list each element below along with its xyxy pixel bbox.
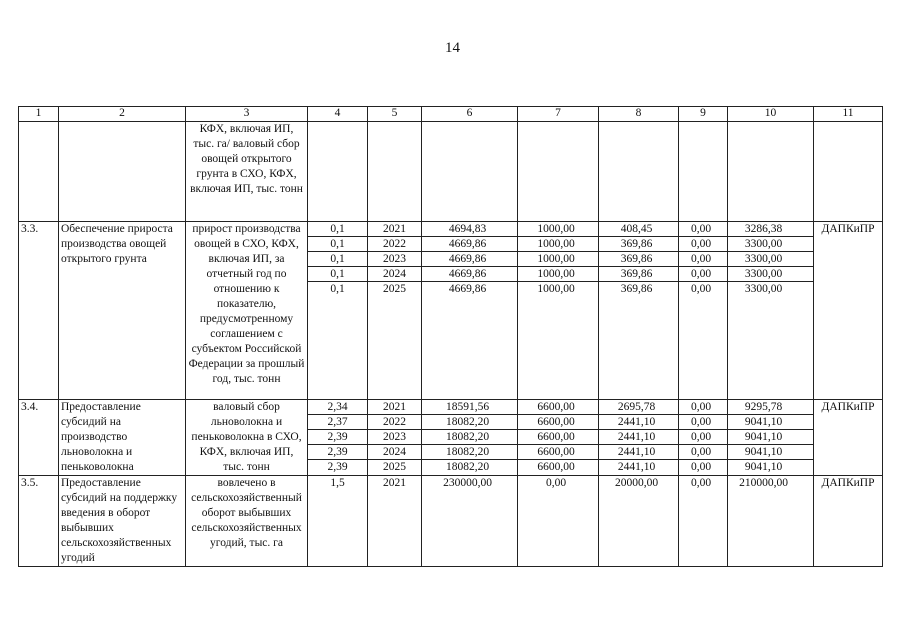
total-cell: 18591,56 [422,400,517,415]
other-cell: 3300,00 [728,237,813,252]
federal-cell: 6600,00 [518,445,598,460]
federal-column [518,400,599,476]
value-cell: 2,39 [308,430,367,445]
total-cell: 4669,86 [422,267,517,282]
regional-column [599,400,679,476]
total-cell: 4669,86 [422,252,517,267]
value-cell: 2,39 [308,445,367,460]
regional-column [599,476,679,567]
regional-cell: 20000,00 [614,477,659,489]
federal-column [518,476,599,567]
year-column [368,476,422,567]
col-header: 1 [19,107,59,122]
year-cell: 2023 [368,252,421,267]
total-cell: 230000,00 [443,477,492,489]
year-cell: 2022 [368,415,421,430]
local-cell: 0,00 [679,430,727,445]
local-cell: 0,00 [679,415,727,430]
col-header: 2 [59,107,186,122]
federal-cell: 6600,00 [537,461,575,473]
regional-cell: 408,45 [599,222,678,237]
other-cell: 9041,10 [728,415,813,430]
indicator-cell: КФХ, включая ИП, тыс. га/ валовый сбор овощей открытого грунта в СХО, КФХ, включая ИП, тыс. тонн [186,122,308,222]
value-column [308,400,368,476]
value-cell: 1,5 [330,477,345,489]
value-cell: 0,1 [330,283,345,295]
local-cell: 0,00 [679,222,727,237]
other-column [728,222,814,400]
local-column [679,400,728,476]
year-cell: 2025 [383,461,406,473]
federal-cell: 0,00 [545,477,567,489]
local-column [679,222,728,400]
year-column [368,222,422,400]
value-column [308,222,368,400]
regional-cell: 2441,10 [599,445,678,460]
measure-name: Предоставление субсидий на производство льноволокна и пеньковолокна [59,400,186,476]
value-cell: 0,1 [308,252,367,267]
measure-row [19,400,883,476]
year-cell: 2025 [383,283,406,295]
federal-cell: 1000,00 [518,222,598,237]
col-header: 8 [599,107,679,122]
local-cell: 0,00 [690,477,712,489]
year-column [368,400,422,476]
value-cell: 2,34 [308,400,367,415]
year-cell: 2021 [368,400,421,415]
federal-column [518,222,599,400]
total-cell: 18082,20 [422,430,517,445]
regional-cell: 2441,10 [617,461,656,473]
agency-cell: ДАПКиПР [814,400,883,476]
indicator-cell: прирост производства овощей в СХО, КФХ, включая ИП, за отчетный год по отношению к показателю, предусмотренному соглашением с субъектом Российской Федерации за прошлый год, тыс. тонн [186,222,308,400]
total-cell: 4694,83 [422,222,517,237]
other-cell: 210000,00 [739,477,788,489]
col-header: 11 [814,107,883,122]
page-number: 14 [445,40,460,56]
other-cell: 9041,10 [728,445,813,460]
local-cell: 0,00 [679,252,727,267]
col-header: 7 [518,107,599,122]
local-cell: 0,00 [679,237,727,252]
other-column [728,400,814,476]
local-cell: 0,00 [679,267,727,282]
federal-cell: 1000,00 [518,237,598,252]
agency-cell: ДАПКиПР [814,476,883,567]
total-cell: 18082,20 [422,415,517,430]
measure-number: 3.3. [19,222,59,400]
measure-number: 3.5. [19,476,59,567]
program-table [18,106,883,567]
total-cell: 18082,20 [422,445,517,460]
other-cell: 3300,00 [744,283,783,295]
local-cell: 0,00 [690,283,712,295]
col-header: 6 [422,107,518,122]
regional-cell: 369,86 [599,237,678,252]
regional-cell: 369,86 [599,267,678,282]
regional-cell: 369,86 [599,252,678,267]
local-column [679,476,728,567]
other-cell: 3300,00 [728,267,813,282]
col-header: 9 [679,107,728,122]
value-cell: 2,37 [308,415,367,430]
other-cell: 9041,10 [744,461,783,473]
col-header: 5 [368,107,422,122]
federal-cell: 1000,00 [518,252,598,267]
measure-row [19,222,883,400]
total-cell: 18082,20 [445,461,490,473]
regional-cell: 369,86 [620,283,653,295]
value-cell: 2,39 [327,461,348,473]
year-cell: 2022 [368,237,421,252]
regional-cell: 2441,10 [599,415,678,430]
year-cell: 2023 [368,430,421,445]
other-column [728,476,814,567]
other-cell: 9295,78 [728,400,813,415]
year-cell: 2021 [368,222,421,237]
other-cell: 9041,10 [728,430,813,445]
federal-cell: 1000,00 [518,267,598,282]
other-cell: 3300,00 [728,252,813,267]
column-number-row [19,107,883,122]
federal-cell: 1000,00 [537,283,575,295]
value-cell: 0,1 [308,237,367,252]
value-column [308,476,368,567]
regional-cell: 2441,10 [599,430,678,445]
measure-number: 3.4. [19,400,59,476]
indicator-cell: валовый сбор льноволокна и пеньковолокна в СХО, КФХ, включая ИП, тыс. тонн [186,400,308,476]
local-cell: 0,00 [690,461,712,473]
col-header: 3 [186,107,308,122]
indicator-cell: вовлечено в сельскохозяйственный оборот выбывших сельскохозяйственных угодий, тыс. га [186,476,308,567]
regional-column [599,222,679,400]
measure-row [19,476,883,567]
total-column [422,476,518,567]
regional-cell: 2695,78 [599,400,678,415]
federal-cell: 6600,00 [518,400,598,415]
total-cell: 4669,86 [422,237,517,252]
continuation-row [19,122,883,222]
local-cell: 0,00 [679,445,727,460]
local-cell: 0,00 [679,400,727,415]
agency-cell: ДАПКиПР [814,222,883,400]
value-cell: 0,1 [308,267,367,282]
total-column [422,400,518,476]
value-cell: 0,1 [308,222,367,237]
measure-name: Предоставление субсидий на поддержку введения в оборот выбывших сельскохозяйственных угодий [59,476,186,567]
federal-cell: 6600,00 [518,430,598,445]
year-cell: 2024 [368,445,421,460]
measure-name: Обеспечение прироста производства овощей открытого грунта [59,222,186,400]
col-header: 10 [728,107,814,122]
federal-cell: 6600,00 [518,415,598,430]
year-cell: 2021 [383,477,406,489]
total-cell: 4669,86 [448,283,487,295]
other-cell: 3286,38 [728,222,813,237]
total-column [422,222,518,400]
col-header: 4 [308,107,368,122]
year-cell: 2024 [368,267,421,282]
